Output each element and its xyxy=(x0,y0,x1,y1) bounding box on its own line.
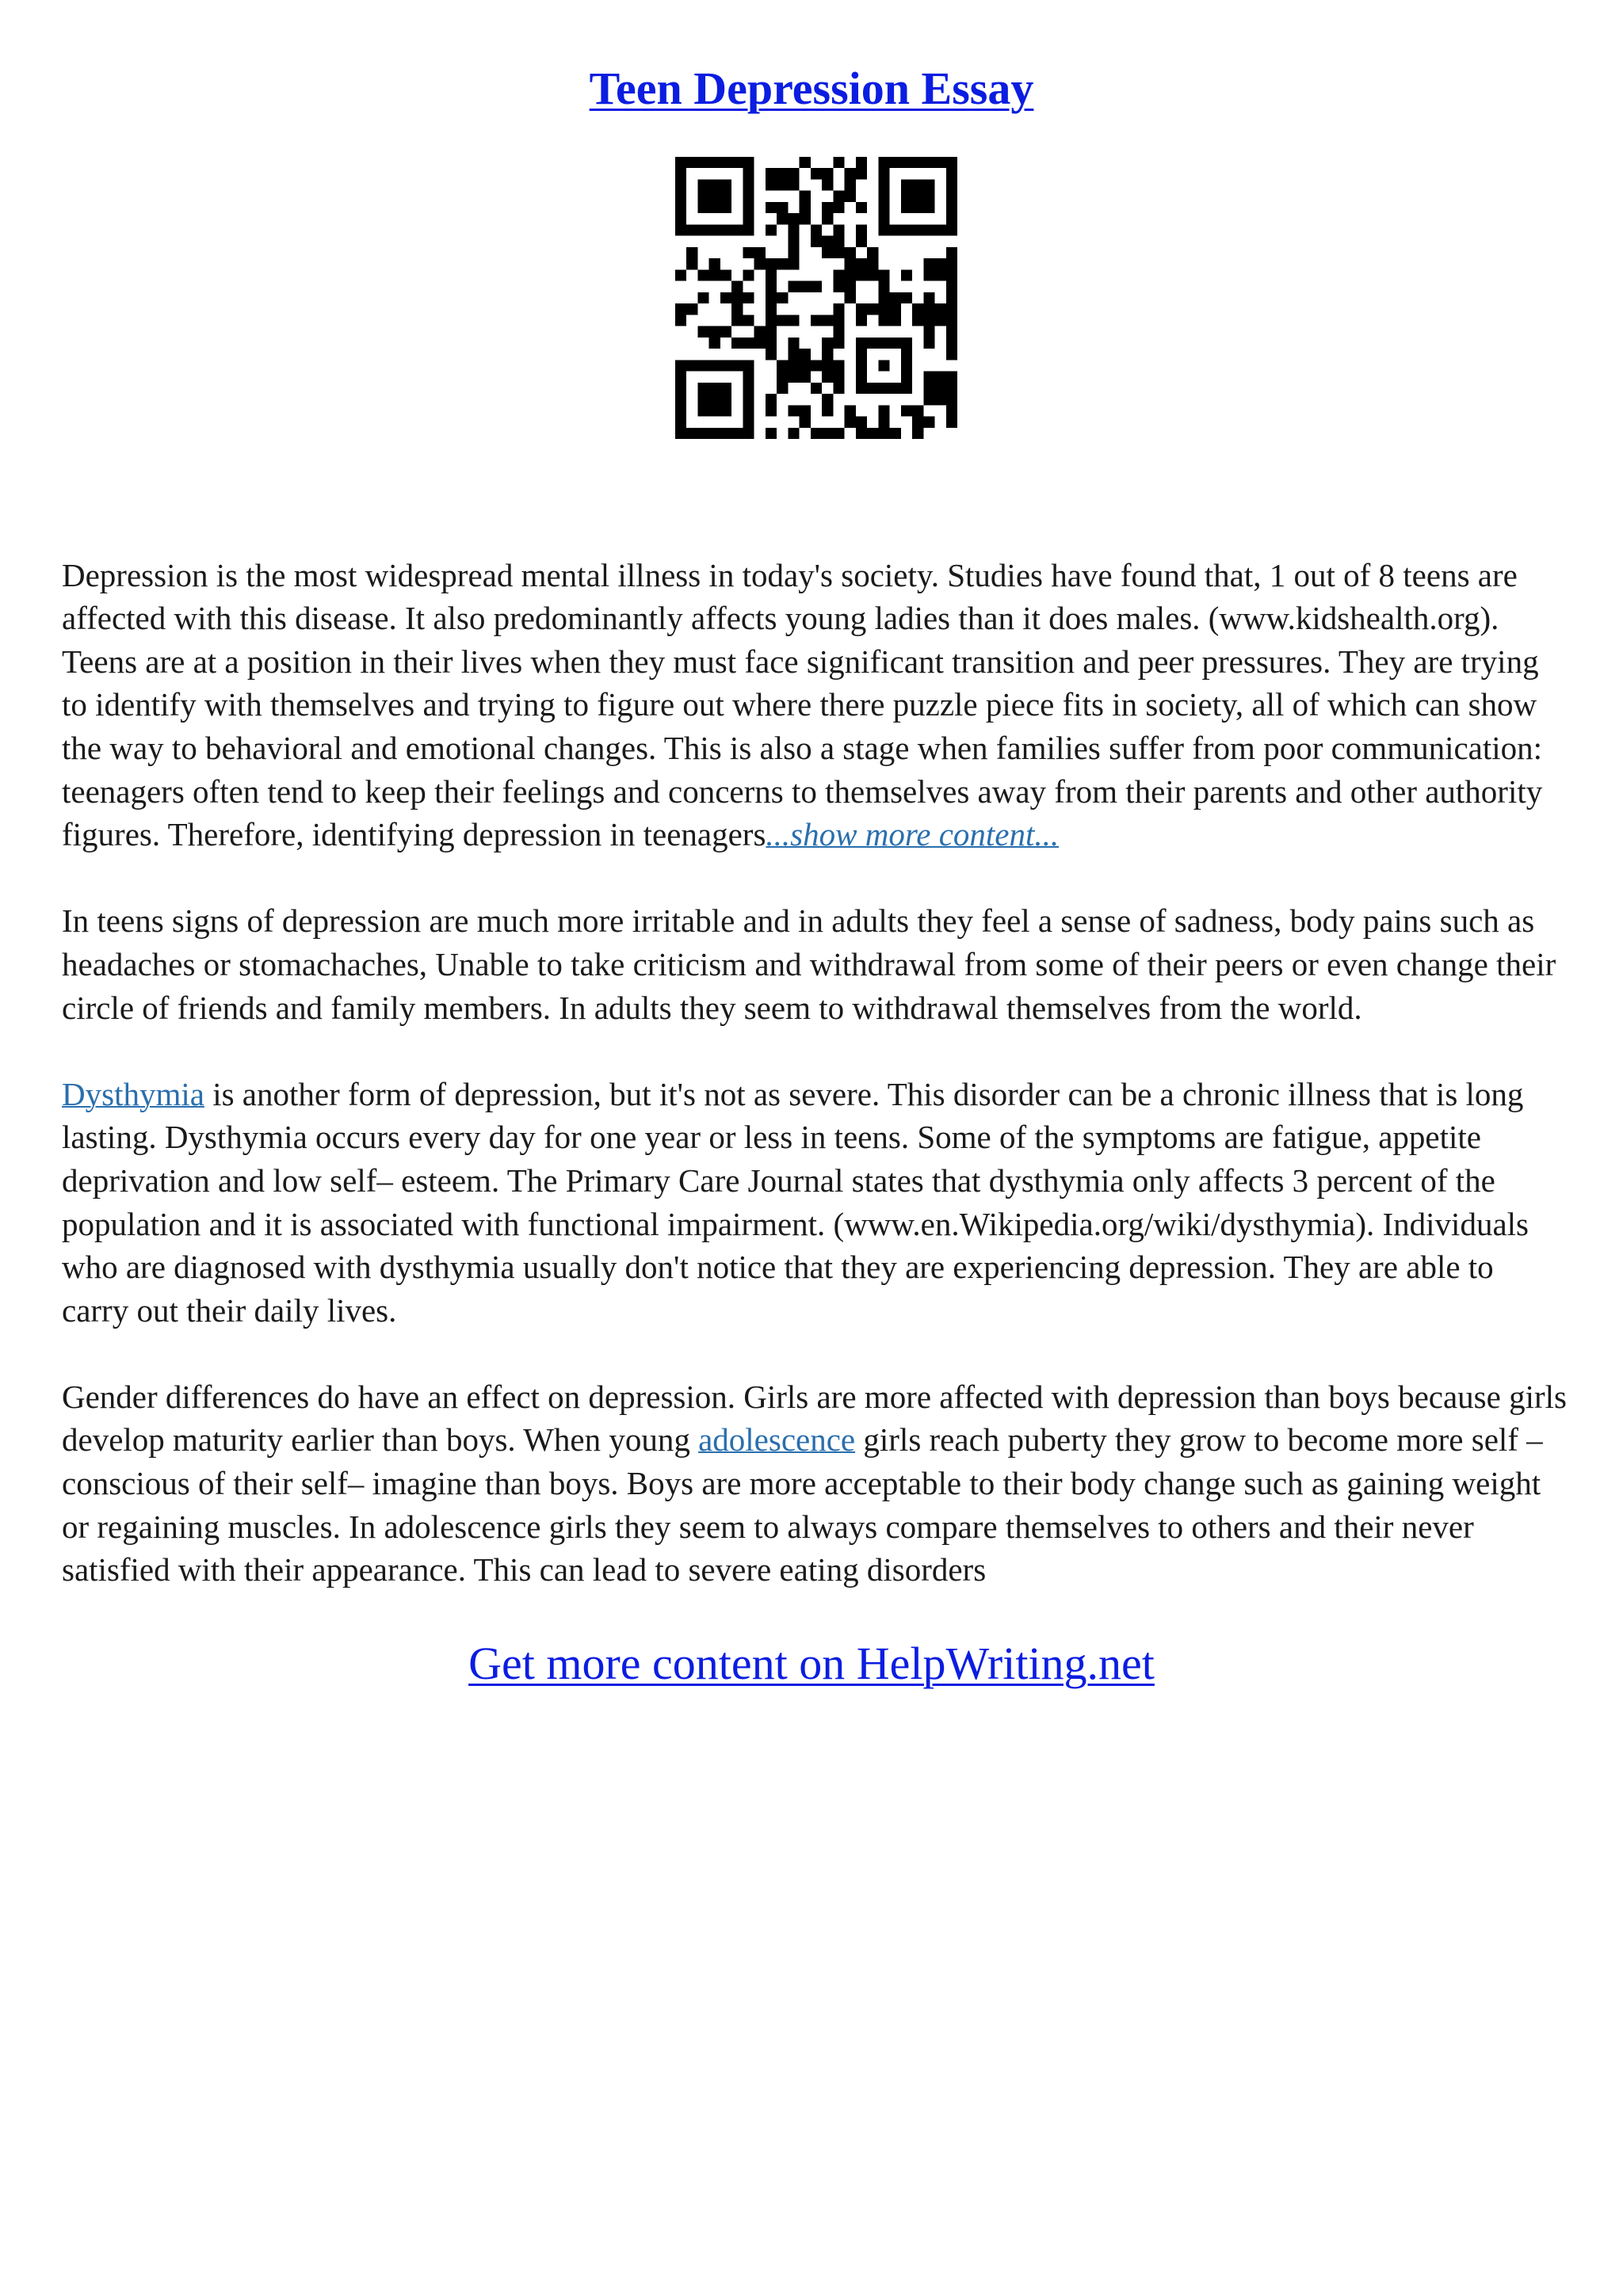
dysthymia-link[interactable]: Dysthymia xyxy=(62,1075,204,1112)
essay-paragraph-2 xyxy=(62,899,1568,1029)
paragraph-4-text-start: Gender differences do have an effect on depression. Girls are more affected with depression than boys because girls develop maturity earlier than boys. When young xyxy=(62,1378,1567,1459)
essay-paragraph-1 xyxy=(62,554,1568,856)
adolescence-link[interactable]: adolescence xyxy=(698,1421,856,1459)
paragraph-3-text: is another form of depression, but it's not as severe. This disorder can be a chronic illness that is long lasting. Dysthymia occurs every day for one year or less in teens. Some of the symptoms are fatigue, appetite deprivation and low self– esteem. The Primary Care Journal states that dysthymia only affects 3 percent of the population and it is associated with functional impairment. (www.en.Wikipedia.org/wiki/dysthymia). Individuals who are diagnosed with dysthymia usually don't notice that they are experiencing depression. They are able to carry out their daily lives. xyxy=(62,1075,1529,1329)
paragraph-4-text-end: girls reach puberty they grow to become more self –conscious of their self– imagine than boys. Boys are more acceptable to their body change such as gaining weight or regaining muscles. In adolescence girls they seem to always compare themselves to others and their never satisfied with their appearance. This can lead to severe eating disorders xyxy=(62,1421,1543,1589)
footer-link[interactable]: Get more content on HelpWriting.net xyxy=(468,1638,1155,1689)
essay-paragraph-3 xyxy=(62,1073,1568,1333)
footer xyxy=(0,1632,1623,1695)
title-link[interactable]: Teen Depression Essay xyxy=(589,63,1034,114)
qr-code-icon xyxy=(675,157,957,439)
show-more-content-link[interactable]: ...show more content... xyxy=(766,816,1060,853)
essay-body xyxy=(62,510,1568,1634)
essay-paragraph-4 xyxy=(62,1375,1568,1592)
paragraph-2-text: In teens signs of depression are much more irritable and in adults they feel a sense of sadness, body pains such as headaches or stomachaches, Unable to take criticism and withdrawal from some of their peers or even change their circle of friends and family members. In adults they seem to withdrawal themselves from the world. xyxy=(62,902,1556,1026)
paragraph-1-text: Depression is the most widespread mental illness in today's society. Studies have found that, 1 out of 8 teens are affected with this disease. It also predominantly affects young ladies than it does males. (www.kidshealth.org). Teens are at a position in their lives when they must face significant transition and peer pressures. They are trying to identify with themselves and trying to figure out where there puzzle piece fits in society, all of which can show the way to behavioral and emotional changes. This is also a stage when families suffer from poor communication: teenagers often tend to keep their feelings and concerns to themselves away from their parents and other authority figures. Therefore, identifying depression in teenagers xyxy=(62,556,1543,853)
page-title xyxy=(0,57,1623,120)
